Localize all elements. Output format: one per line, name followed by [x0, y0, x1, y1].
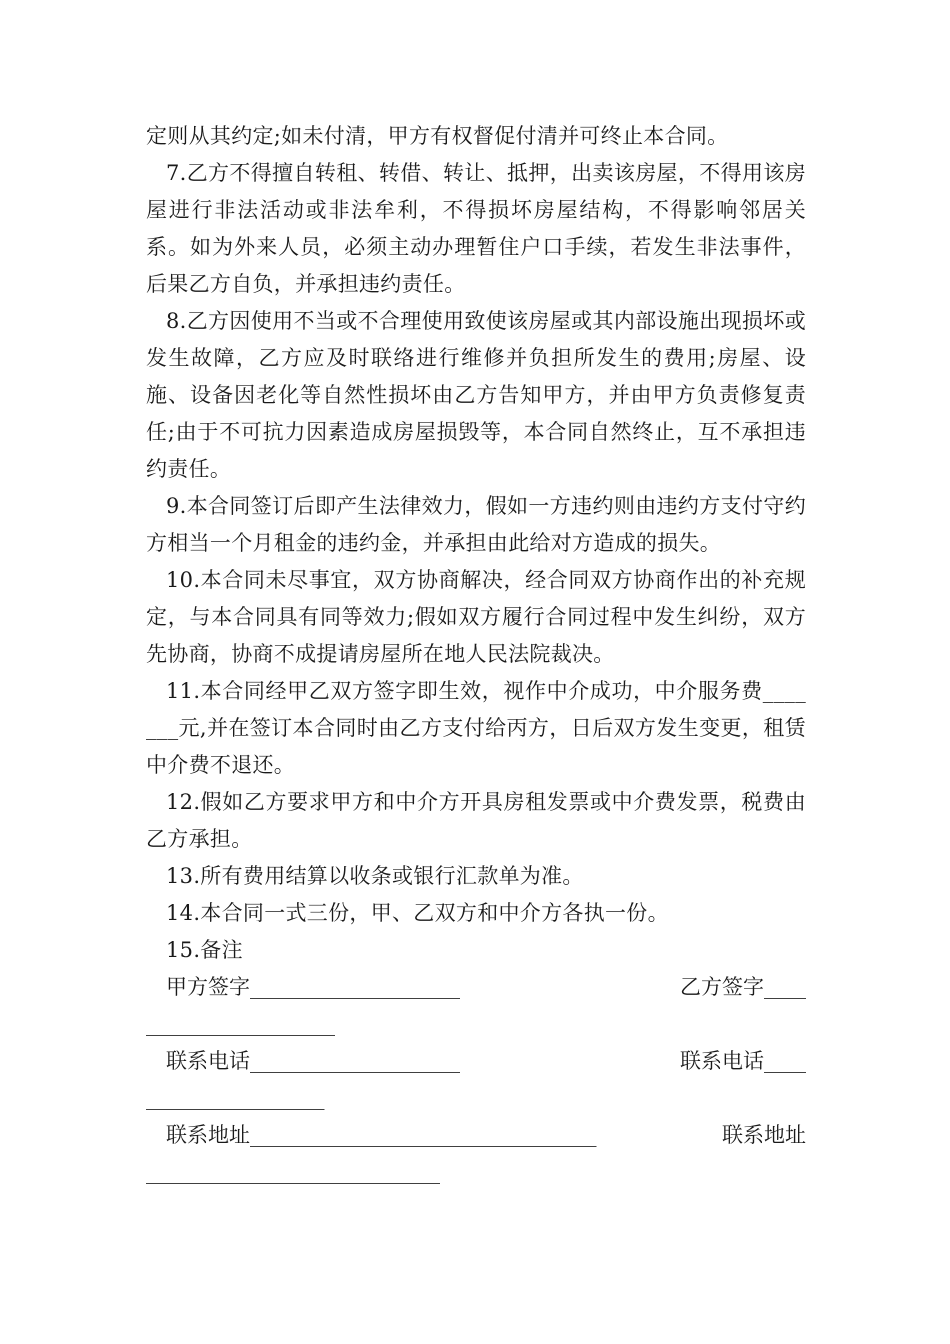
address-row: [146, 1117, 806, 1154]
signature-row-party-a-b: [146, 969, 806, 1006]
party-a-address-field: 联系地址_________________________________: [166, 1123, 597, 1147]
clause-13: 13.所有费用结算以收条或银行汇款单为准。: [166, 864, 584, 888]
party-b-signature-field: 乙方签字____: [680, 975, 806, 999]
signature-row-tail-1: [146, 1006, 806, 1043]
clause-9: 9.本合同签订后即产生法律效力，假如一方违约则由违约方支付守约方相当一个月租金的违约金，并承担由此给对方造成的损失。: [146, 494, 806, 555]
clause-7: 7.乙方不得擅自转租、转借、转让、抵押，出卖该房屋，不得用该房屋进行非法活动或非法牟利，不得损坏房屋结构，不得影响邻居关系。如为外来人员，必须主动办理暂住户口手续，若发生非法事件，后果乙方自负，并承担违约责任。: [146, 161, 806, 296]
party-a-phone-field: 联系电话____________________: [166, 1049, 460, 1073]
clause-8: 8.乙方因使用不当或不合理使用致使该房屋或其内部设施出现损坏或发生故障，乙方应及时联络进行维修并负担所发生的费用;房屋、设施、设备因老化等自然性损坏由乙方告知甲方，并由甲方负责修复责任;由于不可抗力因素造成房屋损毁等，本合同自然终止，互不承担违约责任。: [146, 309, 806, 481]
clause-14: 14.本合同一式三份，甲、乙双方和中介方各执一份。: [166, 901, 669, 925]
phone-row: [146, 1043, 806, 1080]
clause-10: 10.本合同未尽事宜，双方协商解决，经合同双方协商作出的补充规定，与本合同具有同等效力;假如双方履行合同过程中发生纠纷，双方先协商，协商不成提请房屋所在地人民法院裁决。: [146, 568, 806, 666]
party-b-signature-line-continuation: __________________: [146, 1012, 335, 1036]
party-b-address-field: 联系地址: [722, 1123, 806, 1147]
clause-15-remarks: 15.备注: [166, 938, 243, 962]
party-a-signature-field: 甲方签字____________________: [166, 975, 460, 999]
party-b-phone-line-continuation: _________________: [146, 1086, 325, 1110]
party-b-phone-field: 联系电话____: [680, 1049, 806, 1073]
party-b-address-line-continuation: ____________________________: [146, 1160, 440, 1184]
document-page: [146, 118, 806, 1191]
paragraph-continuation: 定则从其约定;如未付清，甲方有权督促付清并可终止本合同。: [146, 124, 729, 148]
clause-12: 12.假如乙方要求甲方和中介方开具房租发票或中介费发票，税费由乙方承担。: [146, 790, 806, 851]
clause-11: 11.本合同经甲乙双方签字即生效，视作中介成功，中介服务费_______元,并在签订本合同时由乙方支付给丙方，日后双方发生变更，租赁中介费不退还。: [146, 679, 806, 777]
address-row-tail: [146, 1154, 806, 1191]
phone-row-tail: [146, 1080, 806, 1117]
